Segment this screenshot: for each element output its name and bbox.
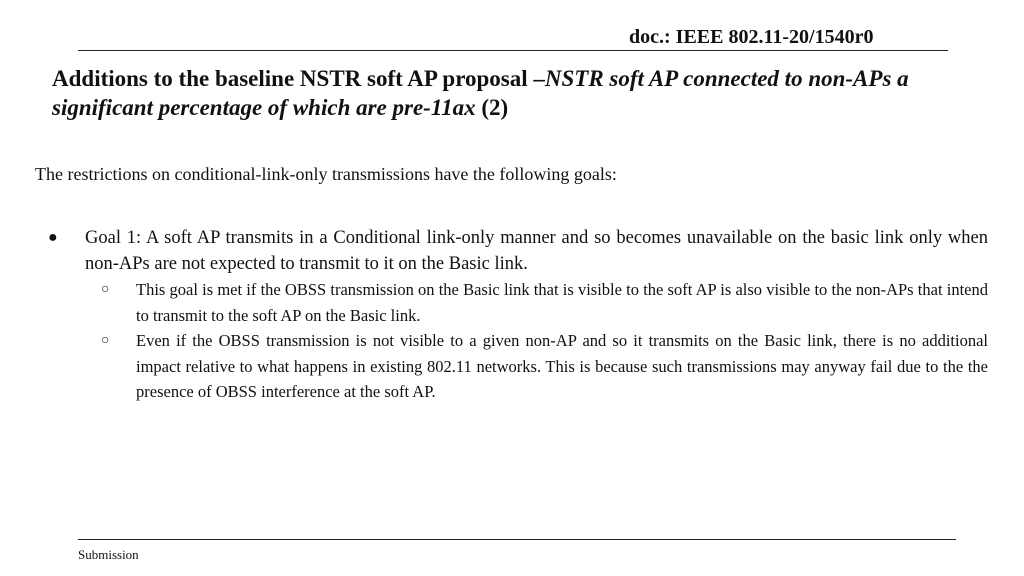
goal-sub-list	[48, 277, 988, 405]
goal-list-item	[48, 225, 988, 405]
sub-item-text: This goal is met if the OBSS transmission on the Basic link that is visible to the soft AP is also visible to the non-APs that intend to transmit to the soft AP on the Basic link.	[136, 280, 988, 325]
footer-label: Submission	[78, 547, 139, 562]
sub-list-item	[101, 328, 988, 405]
sub-list-item	[101, 277, 988, 328]
title-main: Additions to the baseline NSTR soft AP proposal –	[52, 66, 545, 91]
title-suffix: (2)	[475, 95, 509, 120]
slide-title	[52, 64, 1002, 122]
sub-bullet-marker: ○	[101, 282, 110, 297]
footer-divider	[78, 539, 956, 540]
sub-item-text: Even if the OBSS transmission is not visible to a given non-AP and so it transmits on the Basic link, there is no additional impact relative to what happens in existing 802.11 networks. This is because such transmissions may anyway fail due to the the presence of OBSS interference at the soft AP.	[136, 331, 988, 401]
document-id: doc.: IEEE 802.11-20/1540r0	[629, 26, 874, 48]
header-divider	[78, 50, 948, 51]
sub-bullet-marker: ○	[101, 333, 110, 348]
goal-text: Goal 1: A soft AP transmits in a Conditional link-only manner and so becomes unavailable on the basic link only when non-APs are not expected to transmit to it on the Basic link.	[85, 228, 988, 274]
title-italic: NSTR soft AP connected to non-APs a significant percentage of which are pre-11ax	[52, 66, 909, 120]
intro-paragraph: The restrictions on conditional-link-only transmissions have the following goals:	[35, 164, 617, 184]
bullet-marker: ●	[48, 229, 58, 246]
